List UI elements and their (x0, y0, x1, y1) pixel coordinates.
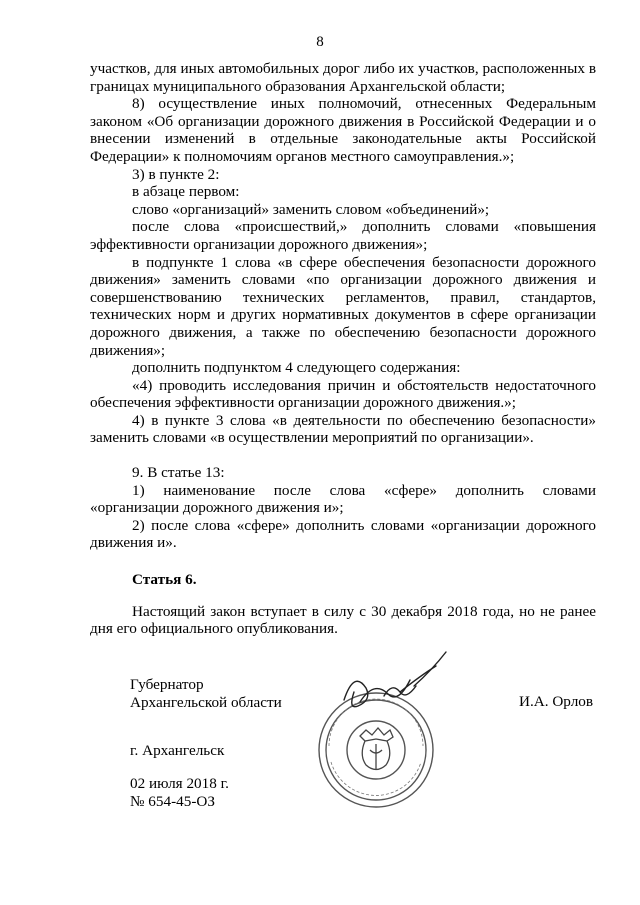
document-body (90, 60, 596, 638)
signature-title (130, 676, 282, 712)
paragraph: участков, для иных автомобильных дорог либо их участков, расположенных в границах муниципального образования Архангельской области; (90, 60, 596, 95)
law-number: № 654-45-ОЗ (130, 792, 215, 810)
paragraph: 4) в пункте 3 слова «в деятельности по обеспечению безопасности» заменить словами «в осуществлении мероприятий по организации». (90, 411, 596, 447)
paragraph: в абзаце первом: (132, 183, 240, 201)
paragraph: 2) после слова «сфере» дополнить словами «организации дорожного движения и». (90, 516, 596, 552)
article-heading: Статья 6. (132, 571, 197, 589)
signature-title-line: Губернатор (130, 676, 204, 693)
paragraph: дополнить подпунктом 4 следующего содержания: (132, 359, 461, 377)
law-date: 02 июля 2018 г. (130, 775, 229, 792)
enactment-paragraph: Настоящий закон вступает в силу с 30 декабря 2018 года, но не ранее дня его официального опубликования. (90, 602, 596, 638)
signature-title-line: Архангельской области (130, 693, 282, 711)
official-seal-and-signature (296, 640, 476, 820)
law-details (130, 775, 229, 811)
paragraph: 8) осуществление иных полномочий, отнесенных Федеральным законом «Об организации дорожного движения в Российской Федерации и о внесении изменений в отдельные законодательные акты Российской Федерации» к полномочиям органов местного самоуправления.»; (90, 95, 596, 165)
paragraph: 1) наименование после слова «сфере» дополнить словами «организации дорожного движения и»; (90, 481, 596, 517)
paragraph: в подпункте 1 слова «в сфере обеспечения безопасности дорожного движения» заменить словами «по организации дорожного движения и совершенствованию технических регламентов, правил, стандартов, технических норм и других нормативных документов в сфере организации дорожного движения, а также по обеспечению безопасности дорожного движения»; (90, 253, 596, 359)
paragraph: 9. В статье 13: (132, 464, 225, 482)
paragraph: 3) в пункте 2: (132, 165, 220, 183)
signatory-name: И.А. Орлов (519, 693, 594, 710)
place-of-signing: г. Архангельск (130, 742, 225, 759)
page-number: 8 (316, 34, 324, 50)
paragraph: после слова «происшествий,» дополнить словами «повышения эффективности организации дорожного движения»; (90, 218, 596, 253)
paragraph: слово «организаций» заменить словом «объединений»; (132, 200, 490, 218)
paragraph: «4) проводить исследования причин и обстоятельств недостаточного обеспечения эффективности организации дорожного движения.»; (90, 376, 596, 412)
